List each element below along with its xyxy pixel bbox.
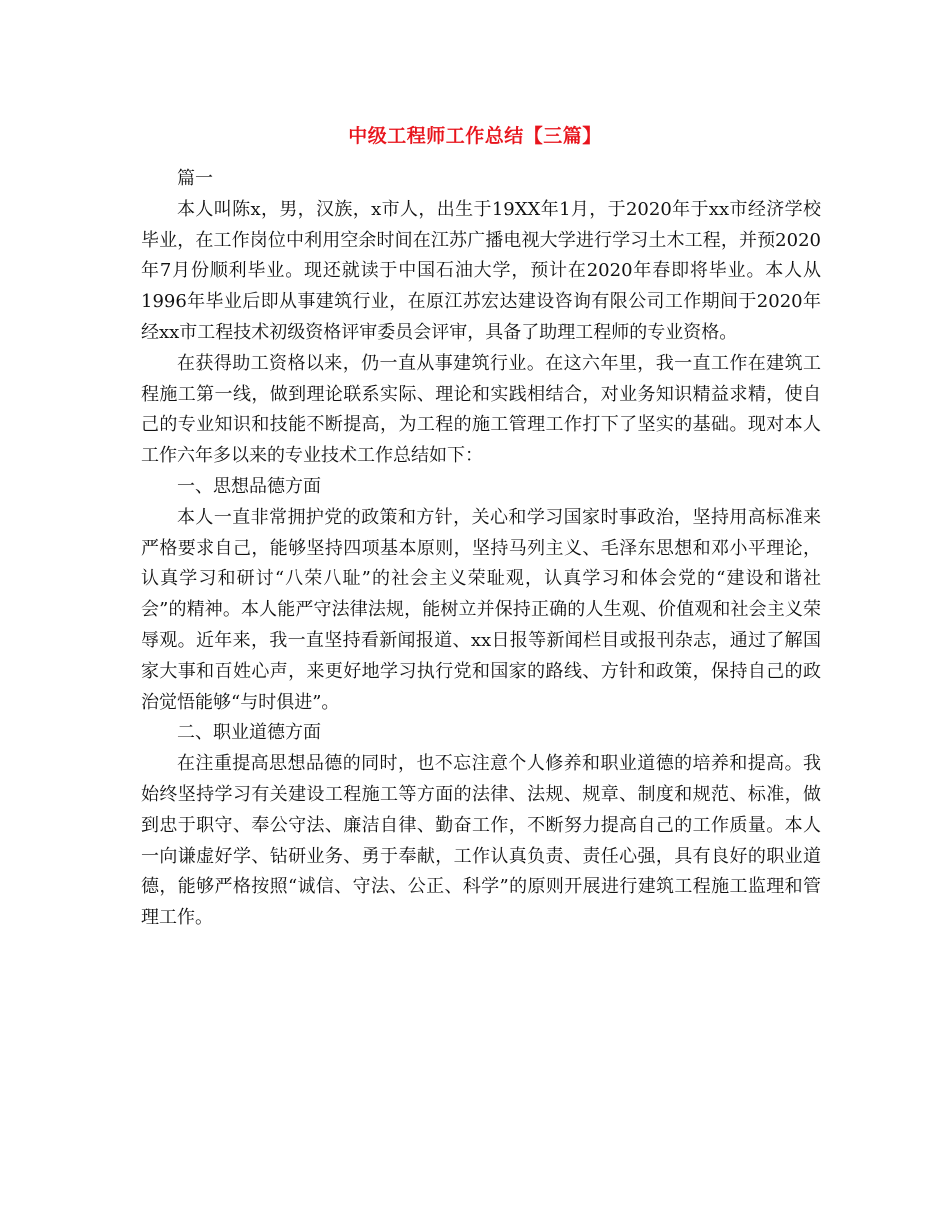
section-heading-ideology: 一、思想品德方面	[177, 475, 321, 497]
paragraph-ethics: 在注重提高思想品德的同时，也不忘注意个人修养和职业道德的培养和提高。我始终坚持学习有关建设工程施工等方面的法律、法规、规章、制度和规范、标准，做到忠于职守、奉公守法、廉洁自律、勤奋工作，不断努力提高自己的工作质量。本人一向谦虚好学、钻研业务、勇于奉献，工作认真负责、责任心强，具有良好的职业道德，能够严格按照“诚信、守法、公正、科学”的原则开展进行建筑工程施工监理和管理工作。	[141, 753, 821, 929]
section-heading-ethics: 二、职业道德方面	[177, 722, 321, 744]
document-body	[141, 164, 821, 934]
paragraph-qualification: 在获得助工资格以来，仍一直从事建筑行业。在这六年里，我一直工作在建筑工程施工第一线，做到理论联系实际、理论和实践相结合，对业务知识精益求精，使自己的专业知识和技能不断提高，为工程的施工管理工作打下了坚实的基础。现对本人工作六年多以来的专业技术工作总结如下：	[141, 352, 821, 467]
document-title: 中级工程师工作总结【三篇】	[348, 125, 602, 147]
paragraph-intro: 本人叫陈x，男，汉族，x市人，出生于19XX年1月，于2020年于xx市经济学校毕业，在工作岗位中利用空余时间在江苏广播电视大学进行学习土木工程，并预2020年7月份顺利毕业。现还就读于中国石油大学，预计在2020年春即将毕业。本人从1996年毕业后即从事建筑行业，在原江苏宏达建设咨询有限公司工作期间于2020年经xx市工程技术初级资格评审委员会评审，具备了助理工程师的专业资格。	[141, 198, 821, 343]
paragraph-ideology: 本人一直非常拥护党的政策和方针，关心和学习国家时事政治，坚持用高标准来严格要求自己，能够坚持四项基本原则，坚持马列主义、毛泽东思想和邓小平理论，认真学习和研讨“八荣八耻”的社会主义荣耻观，认真学习和体会党的“建设和谐社会”的精神。本人能严守法律法规，能树立并保持正确的人生观、价值观和社会主义荣辱观。近年来，我一直坚持看新闻报道、xx日报等新闻栏目或报刊杂志，通过了解国家大事和百姓心声，来更好地学习执行党和国家的路线、方针和政策，保持自己的政治觉悟能够“与时俱进”。	[141, 506, 821, 713]
section-label: 篇一	[177, 168, 213, 189]
